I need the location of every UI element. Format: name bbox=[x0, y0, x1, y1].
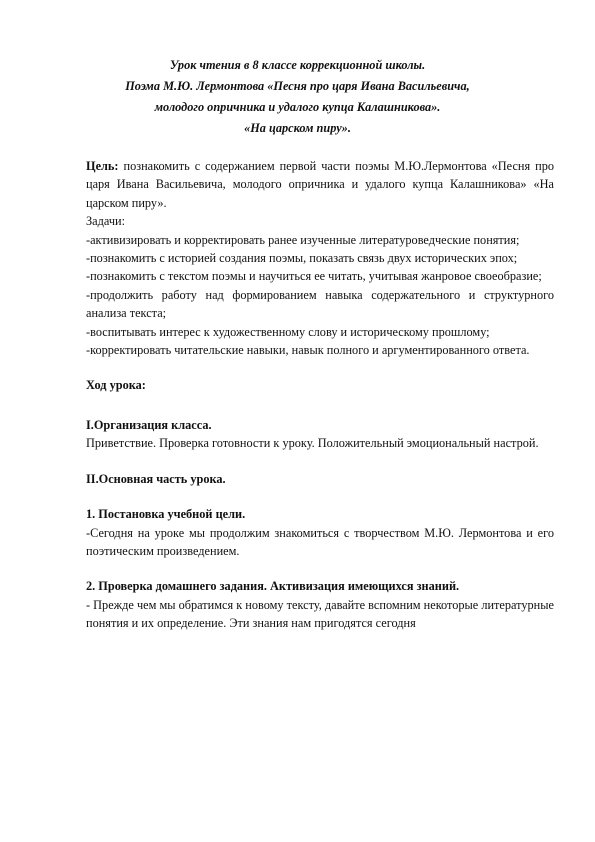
step2-text: - Прежде чем мы обратимся к новому тексту, давайте вспомним некоторые литературные понятия и их определение. Эти знания нам пригодятся сегодня bbox=[86, 597, 554, 631]
course-heading: Ход урока: bbox=[86, 378, 146, 393]
step1-text: -Сегодня на уроке мы продолжим знакомиться с творчеством М.Ю. Лермонтова и его поэтическим произведением. bbox=[86, 525, 554, 558]
goal-label: Цель: bbox=[86, 159, 119, 173]
section2-heading: II.Основная часть урока. bbox=[86, 471, 226, 486]
task-item: -познакомить с текстом поэмы и научиться ее читать, учитывая жанровое своеобразие; bbox=[86, 269, 542, 284]
step2-heading: 2. Проверка домашнего задания. Активизация имеющихся знаний. bbox=[86, 579, 460, 594]
task-item: -познакомить с историей создания поэмы, показать связь двух исторических эпох; bbox=[86, 251, 518, 266]
section1-heading: I.Организация класса. bbox=[86, 417, 212, 432]
tasks-label: Задачи: bbox=[86, 214, 126, 229]
goal-paragraph bbox=[86, 157, 554, 212]
section1-text: Приветствие. Проверка готовности к уроку. Положительный эмоциональный настрой. bbox=[86, 436, 539, 451]
step1-heading: 1. Постановка учебной цели. bbox=[86, 507, 246, 522]
task-item: -продолжить работу над формированием навыка содержательного и структурного анализа текста; bbox=[86, 287, 554, 321]
lesson-title bbox=[60, 55, 535, 139]
title-line-4: «На царском пиру». bbox=[244, 121, 351, 135]
task-item: -воспитывать интерес к художественному слову и историческому прошлому; bbox=[86, 324, 490, 339]
title-line-3: молодого опричника и удалого купца Калашникова». bbox=[154, 100, 441, 114]
document-body bbox=[86, 157, 554, 633]
goal-text: познакомить с содержанием первой части поэмы М.Ю.Лермонтова «Песня про царя Ивана Васильевича, молодого опричника и удалого купца Калашникова» «На царском пиру». bbox=[86, 159, 554, 210]
task-item: -корректировать читательские навыки, навык полного и аргументированного ответа. bbox=[86, 343, 530, 358]
task-item: -активизировать и корректировать ранее изученные литературоведческие понятия; bbox=[86, 232, 520, 247]
title-line-2: Поэма М.Ю. Лермонтова «Песня про царя Ивана Васильевича, bbox=[125, 79, 470, 93]
title-line-1: Урок чтения в 8 классе коррекционной школы. bbox=[169, 58, 426, 72]
